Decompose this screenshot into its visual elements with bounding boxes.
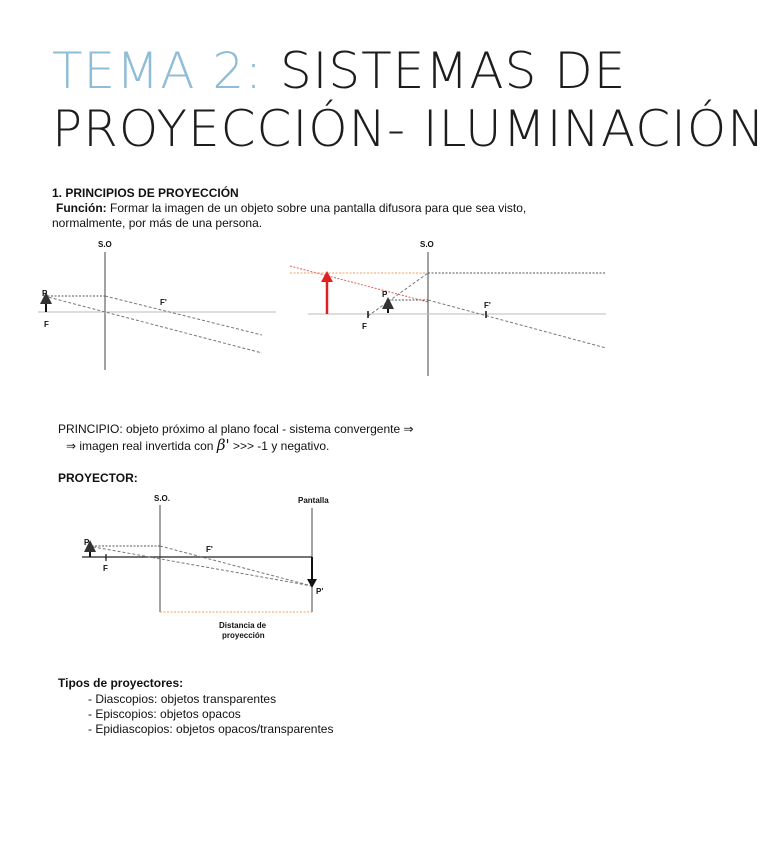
pprime-label: P' — [316, 587, 324, 596]
p-label: P — [382, 290, 388, 299]
f-label: F — [44, 320, 49, 329]
title-sistemas: SISTEMAS DE — [279, 42, 627, 100]
projector-types — [58, 676, 333, 737]
p-label: P — [42, 289, 48, 298]
ray-through-f — [368, 273, 428, 316]
f-label: F — [103, 564, 108, 573]
principle-line2-post: >>> -1 y negativo. — [232, 439, 330, 453]
types-heading: Tipos de proyectores: — [58, 676, 184, 690]
so-label: S.O — [420, 240, 434, 249]
list-item: - Episcopios: objetos opacos — [88, 707, 241, 721]
distance-label-2: proyección — [222, 631, 265, 640]
diagram-lens-1 — [38, 240, 276, 370]
function-text-line2: normalmente, por más de una persona. — [52, 216, 263, 230]
ray-chief — [44, 296, 262, 353]
principle-line1: PRINCIPIO: objeto próximo al plano focal - sistema convergente ⇒ — [58, 422, 414, 436]
function-text: Formar la imagen de un objeto sobre una pantalla difusora para que sea visto, — [106, 201, 527, 215]
so-label: S.O. — [154, 494, 171, 503]
ray-refracted — [160, 546, 312, 586]
p-label: P — [84, 538, 90, 547]
title-tema: TEMA 2: — [52, 42, 264, 100]
implies-arrow: ⇒ — [66, 439, 80, 453]
f-label: F — [362, 322, 367, 331]
diagram-lens-2 — [290, 240, 606, 376]
list-item: - Epidiascopios: objetos opacos/transparentes — [88, 722, 334, 736]
fprime-label: F' — [484, 301, 491, 310]
list-item: - Diascopios: objetos transparentes — [88, 692, 277, 706]
screen-label: Pantalla — [298, 496, 329, 505]
so-label: S.O — [98, 240, 112, 249]
principle-line2 — [66, 438, 329, 453]
beta-symbol: β' — [216, 436, 230, 454]
principle-line2-pre: imagen real invertida con — [79, 439, 214, 453]
projector-heading: PROYECTOR: — [58, 471, 138, 485]
fprime-label: F' — [160, 298, 167, 307]
virtual-ray-red — [290, 266, 428, 302]
ray-chief — [88, 546, 312, 586]
page-title-line2: PROYECCIÓN- ILUMINACIÓN — [52, 100, 766, 158]
distance-label-1: Distancia de — [219, 621, 267, 630]
fprime-label: F' — [206, 545, 213, 554]
ray-refracted — [428, 300, 606, 348]
ray-refracted — [105, 296, 262, 335]
section-heading: 1. PRINCIPIOS DE PROYECCIÓN — [52, 186, 239, 200]
function-label: Función: — [56, 201, 107, 215]
diagram-projector — [82, 494, 329, 640]
